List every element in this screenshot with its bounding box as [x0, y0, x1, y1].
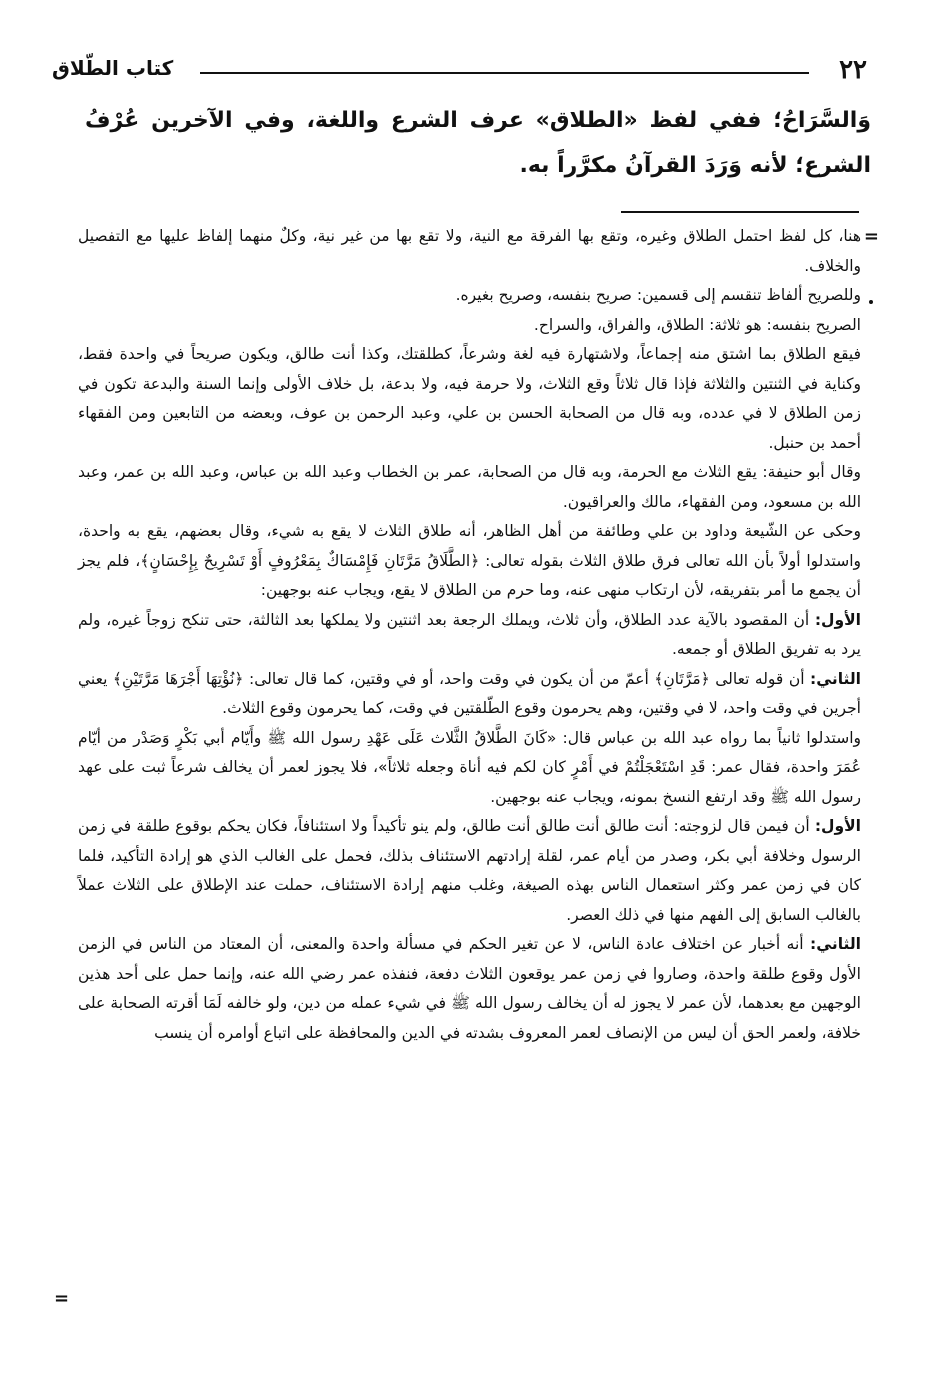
footnote-paragraph [78, 665, 861, 724]
point-text: أن فيمن قال لزوجته: أنت طالق أنت طالق أنت طالق، ولم ينو تأكيداً ولا استئنافاً، فكان يحكم بوقوع طلقة في زمن الرسول وخلافة أبي بكر، وصدر من أيام عمر، لقلة إرادتهم الاستئناف بذلك، فحمل على الغالب الذي هو إرادة التأكيد، فلما كان في زمن عمر وكثر استعمال الناس بهذه الصيغة، وغلب منهم إرادة الاستئناف، حملت عند الإطلاق على الثلاث عملاً بالغالب السابق إلى الفهم منها في ذلك العصر. [78, 817, 861, 924]
footnote-paragraph: وحكى عن الشّيعة وداود بن علي وطائفة من أهل الظاهر، أنه طلاق الثلاث لا يقع به شيء، وقال بعضهم، يقع به واحدة، واستدلوا أولاً بأن الله تعالى فرق طلاق الثلاث بقوله تعالى: ﴿الطَّلَاقُ مَرَّتَانِ فَإِمْسَاكٌ بِمَعْرُوفٍ أَوْ تَسْرِيحٌ بِإِحْسَانٍ﴾، فلم يجز أن يجمع ما أمر بتفريقه، لأن ارتكاب منهى عنه، وما حرم من الطلاق لا يقع، ويجاب عنه بوجهين: [78, 522, 861, 599]
footnote-end-mark: = [54, 1288, 70, 1309]
point-label: الأول: [814, 610, 861, 629]
footnote-paragraph: هنا، كل لفظ احتمل الطلاق وغيره، وتقع بها الفرقة مع النية، ولا تقع بها من غير نية، وكلٌ منهما إلفاظ عليها مع التفصيل والخلاف. [78, 227, 861, 275]
footnote-paragraph: فيقع الطلاق بما اشتق منه إجماعاً، ولاشتهارة فيه لغة وشرعاً، كطلقتك، وكذا أنت طالق، ويكون صريحاً في واحدة فقط، وكناية في الثنتين والثلاثة فإذا قال ثلاثاً وقع الثلاث، ولا حرمة فيه، ولا بدعة، بل خلاف الأولى وإنما السنة والبدعة تكون في زمن الطلاق لا في عدده، وبه قال من الصحابة الحسن بن علي، وعبد الرحمن بن عوف، وبعضه من التابعين ومن الفقهاء أحمد بن حنبل. [78, 345, 861, 452]
footnote-separator [621, 211, 859, 213]
footnote-paragraph [78, 930, 861, 1048]
point-text: أن قوله تعالى ﴿مَرَّتَانِ﴾ أعمّ من أن يكون في وقت واحد، أو في وقتين، كما قال تعالى: ﴿نُؤْتِهَا أَجْرَهَا مَرَّتَيْنِ﴾ يعني أجرين في وقت واحد، لا في وقتين، وهم يحرمون وقوع الطّلقتين في وقت، كما يحرمون وقوع الثلاث. [78, 669, 861, 717]
point-label: الأول: [814, 817, 861, 835]
footnote-paragraph [78, 606, 861, 665]
point-label: الثاني: [810, 669, 861, 688]
footnote-paragraph: الصريح بنفسه: هو ثلاثة: الطلاق، والفراق، والسراح. [533, 315, 861, 334]
footnotes [78, 222, 861, 1048]
footnote-paragraph: واستدلوا ثانياً بما رواه عبد الله بن عباس قال: «كَانَ الطَّلاقُ الثَّلاث عَلَى عَهْدِ رسول الله ﷺ وأَيّام أبي بَكْرٍ وَصَدْر من أيّام عُمَرَ واحدة، فقال عمر: قَدِ اسْتَعْجَلْتُمْ في أَمْرٍ كان لكم فيه أناة وجعله ثلاثاً»، فلا يجوز لعمر أن يخالف شرعاً ثبت على عهد رسول الله ﷺ وقد ارتفع النسخ بمونه، ويجاب عنه بوجهين. [78, 728, 861, 806]
point-label: الثاني: [810, 935, 861, 953]
page-number: ٢٢ [839, 55, 867, 85]
footnote-paragraph: وقال أبو حنيفة: يقع الثلاث مع الحرمة، وبه قال من الصحابة، عمر بن الخطاب وعبد الله بن عباس، وعبد الله بن عمر، وعبد الله بن مسعود، ومن الفقهاء، مالك والعراقيون. [78, 463, 861, 511]
footnote-paragraph [78, 812, 861, 930]
margin-dot [869, 300, 873, 304]
footnote-paragraph: وللصريح ألفاظ تنقسم إلى قسمين: صريح بنفسه، وصريح بغيره. [455, 286, 861, 304]
point-text: أن المقصود بالآية عدد الطلاق، وأن ثلاث، ويملك الرجعة بعد اثنتين ولا يملكها بعد الثالثة، حتى تنكح زوجاً غيره، ولم يرد به تفريق الطلاق أو جمعه. [78, 610, 861, 658]
main-paragraph: وَالسَّرَاحُ؛ ففي لفظ «الطلاق» عرف الشرع واللغة، وفي الآخرين عُرْفُ الشرع؛ لأنه وَرَدَ القرآنُ مكرَّراً به. [85, 108, 871, 178]
main-text [85, 98, 871, 188]
point-text: أنه أخبار عن اختلاف عادة الناس، لا عن تغير الحكم في مسألة واحدة والمعنى، أن المعتاد من الناس في الزمن الأول وقوع طلقة واحدة، وصاروا في زمن عمر يوقعون الثلاث دفعة، فنفذه عمر رضي الله عنه، وإنما حمل على أحد هذين الوجهين مع بعدهما، لأن عمر لا يجوز له أن يخالف رسول الله ﷺ في شيء عمله من دين، ولو خالفه لَمَا أقرته الصحابة على خلافة، ولعمر الحق أن ليس من الإنصاف لعمر المعروف بشدته في الدين والمحافظة على اتباع أوامره أن ينسب [78, 935, 861, 1042]
book-title: كتاب الطّلاق [52, 56, 174, 80]
footnote-continuation-mark: = [863, 226, 879, 247]
header-rule [200, 72, 809, 74]
